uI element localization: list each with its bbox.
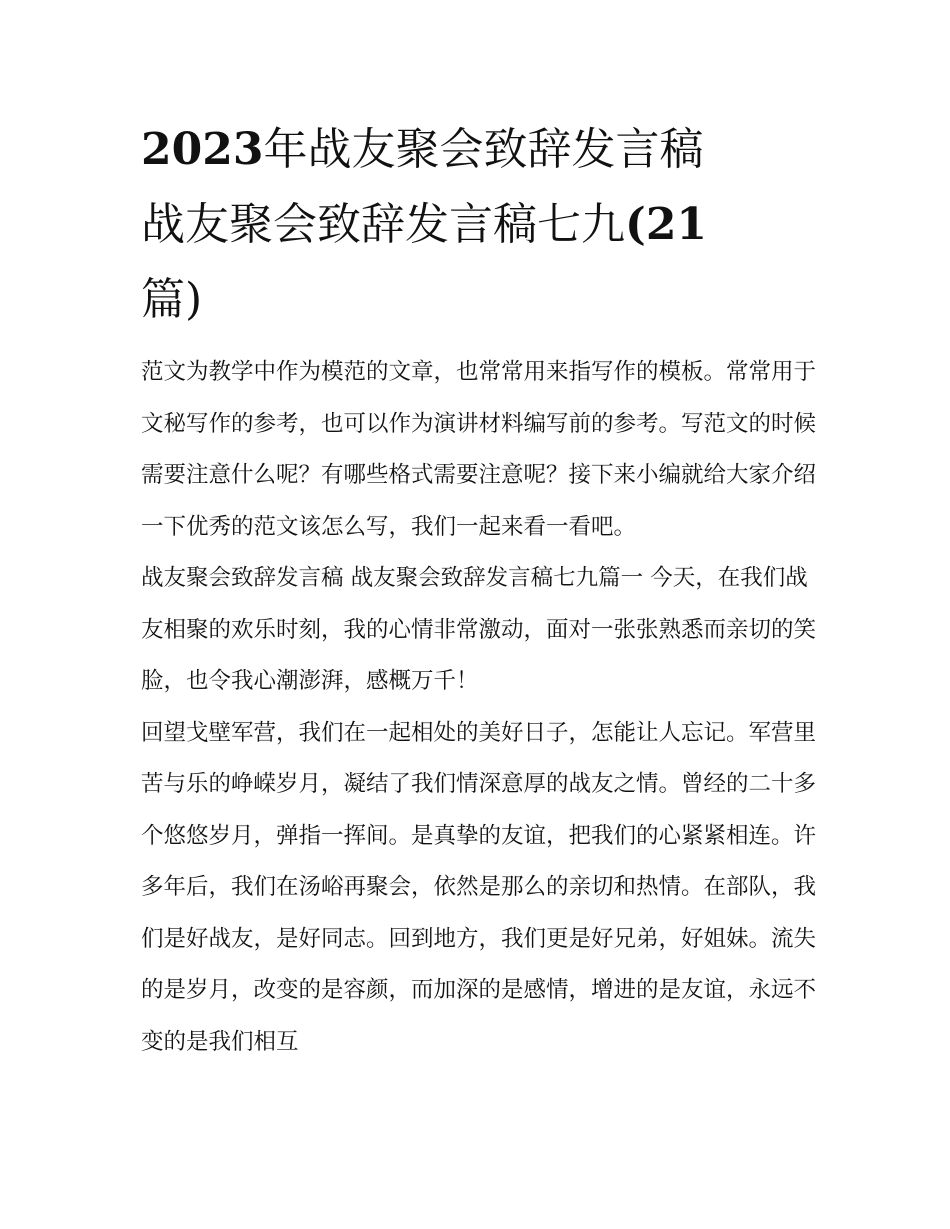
title-line-2-text: 战友聚会致辞发言稿七九: [141, 199, 625, 250]
document-content: [141, 112, 821, 1068]
document-title: [141, 112, 821, 337]
paragraph-opening: 战友聚会致辞发言稿 战友聚会致辞发言稿七九篇一 今天，在我们战友相聚的欢乐时刻，我的心情非常激动，面对一张张熟悉而亲切的笑脸，也令我心潮澎湃，感概万千！: [141, 565, 817, 694]
title-count: (21: [625, 199, 708, 250]
title-line-2: [141, 187, 821, 262]
document-body: [141, 347, 821, 1068]
title-year: 2023: [141, 124, 264, 175]
title-line-1-text: 年战友聚会致辞发言稿: [263, 124, 704, 175]
paragraph-intro: 范文为教学中作为模范的文章，也常常用来指写作的模板。常常用于文秘写作的参考，也可以作为演讲材料编写前的参考。写范文的时候需要注意什么呢？有哪些格式需要注意呢？接下来小编就给大家介绍一下优秀的范文该怎么写，我们一起来看一看吧。: [141, 359, 817, 540]
title-line-1: [141, 112, 821, 187]
title-line-3: 篇): [141, 274, 203, 325]
paragraph-memories: 回望戈壁军营，我们在一起相处的美好日子，怎能让人忘记。军营里苦与乐的峥嵘岁月，凝结了我们情深意厚的战友之情。曾经的二十多个悠悠岁月，弹指一挥间。是真挚的友谊，把我们的心紧紧相连。许多年后，我们在汤峪再聚会，依然是那么的亲切和热情。在部队，我们是好战友，是好同志。回到地方，我们更是好兄弟，好姐妹。流失的是岁月，改变的是容颜，而加深的是感情，增进的是友谊，永远不变的是我们相互: [141, 719, 817, 1055]
